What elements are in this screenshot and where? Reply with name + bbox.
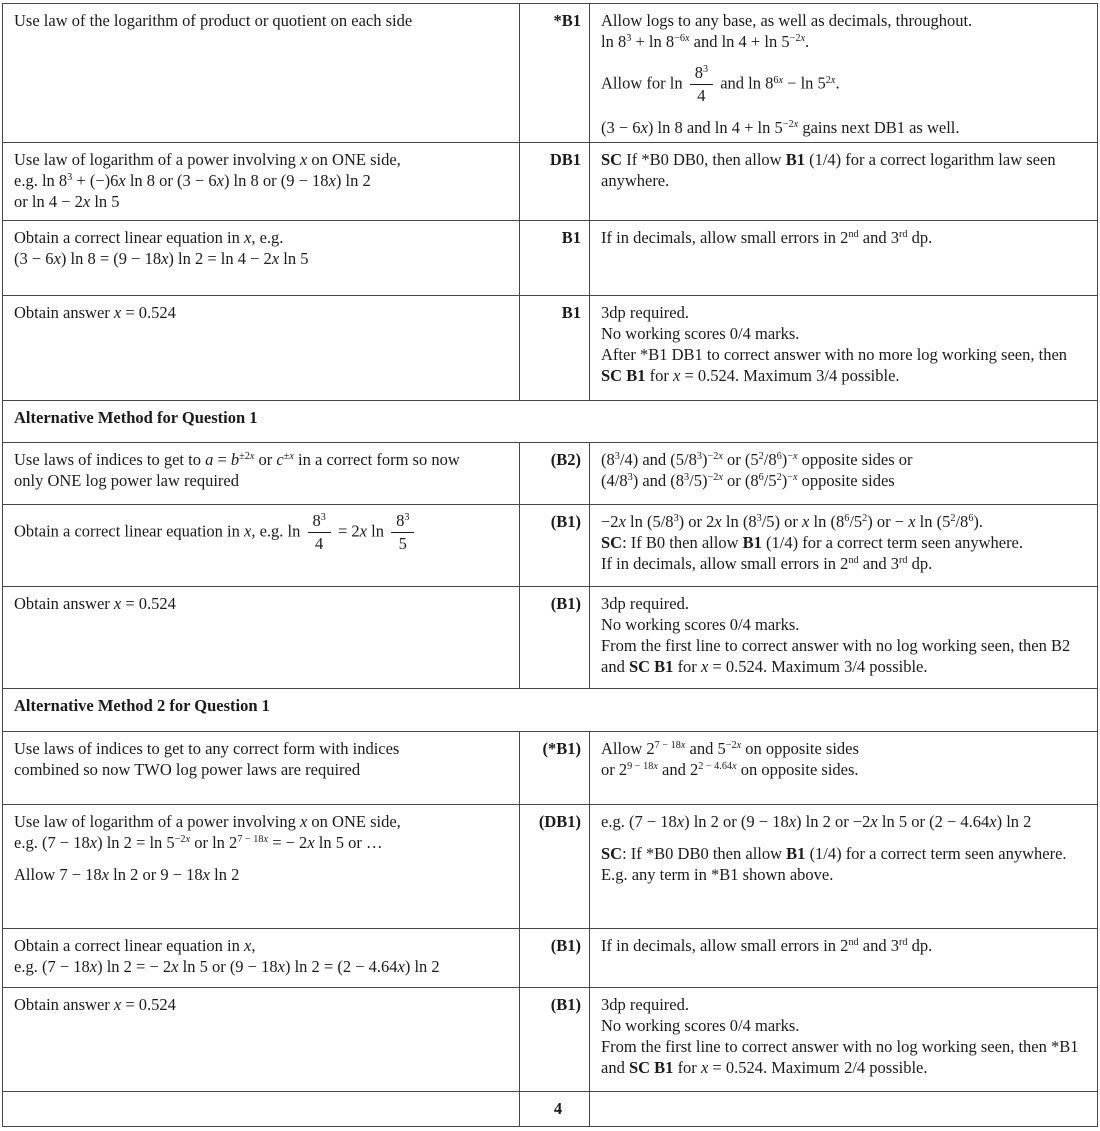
guidance-text: Allow for ln $\frac{8^3}{4}$ and $\ln 8^{6x} - \ln 5^{2x}$. (601, 63, 840, 105)
mark-scheme-row (3, 988, 1098, 1092)
method-cell (3, 296, 520, 401)
method-cell (3, 1092, 520, 1127)
total-marks-row (3, 1092, 1098, 1127)
method-text: Use law of logarithm of a power involving x on ONE side, e.g. (7 − 18x) $\ln 2 = \ln 5^{-2x}$ or $\ln 2^{7 - 18x}$ = − 2x ln 5 or … (14, 812, 401, 852)
mark-code-cell: DB1 (520, 143, 590, 221)
mark-scheme-row (3, 143, 1098, 221)
method-cell (3, 988, 520, 1092)
method-cell (3, 732, 520, 805)
method-cell (3, 587, 520, 689)
guidance-cell (590, 296, 1098, 401)
mark-code-cell: (B1) (520, 587, 590, 689)
guidance-text: 3dp required. No working scores 0/4 marks. From the first line to correct answer with no log working seen, then B2 and SC B1 for x = 0.524. Maximum 3/4 possible. (601, 594, 1071, 676)
mark-code-cell: (*B1) (520, 732, 590, 805)
fraction: $\frac{8^3}{4}$ (690, 63, 713, 106)
guidance-text: If in decimals, allow small errors in 2nd and 3rd dp. (601, 936, 933, 955)
mark-scheme-row (3, 929, 1098, 988)
section-header-row (3, 689, 1098, 732)
mark-scheme-body (3, 4, 1098, 1127)
method-text: Obtain a correct linear equation in x, e.g. ln $\frac{8^3}{4}$ = 2x ln $\frac{8^3}{5}$ (14, 511, 511, 554)
method-text: Obtain answer x = 0.524 (14, 995, 176, 1014)
guidance-cell (590, 805, 1098, 929)
mark-code-cell: B1 (520, 296, 590, 401)
method-cell (3, 929, 520, 988)
guidance-cell (590, 1092, 1098, 1127)
method-text: Use laws of indices to get to $a = b^{\pm 2x}$ or $c^{\pm x}$ in a correct form so now only ONE log power law required (14, 450, 460, 490)
guidance-text: Allow logs to any base, as well as decimals, throughout. $\ln 8^3 + \ln 8^{-6x}$ and $\ln 4 + \ln 5^{-2x}$. (601, 11, 973, 51)
method-text: Use laws of indices to get to any correct form with indices combined so now TWO log power laws are required (14, 739, 400, 779)
guidance-cell (590, 221, 1098, 296)
mark-code-cell: (B1) (520, 929, 590, 988)
guidance-text: e.g. (7 − 18x) ln 2 or (9 − 18x) ln 2 or −2x ln 5 or (2 − 4.64x) ln 2 (601, 812, 1032, 831)
total-marks-cell: 4 (520, 1092, 590, 1127)
guidance-text: (3 − 6x) ln 8 and $\ln 4 + \ln 5^{-2x}$ gains next DB1 as well. (601, 118, 960, 137)
guidance-text: If in decimals, allow small errors in 2nd and 3rd dp. (601, 228, 933, 247)
mark-scheme-row (3, 4, 1098, 143)
method-cell (3, 805, 520, 929)
method-cell (3, 221, 520, 296)
guidance-text: $(8^3/4)$ and $(5/8^3)^{-2x}$ or $(5^2/8^6)^{-x}$ opposite sides or $(4/8^3)$ and $(8^3/5)^{-2x}$ or $(8^6/5^2)^{-x}$ opposite sides (601, 450, 913, 490)
guidance-cell (590, 988, 1098, 1092)
method-text: Obtain a correct linear equation in x, e.g. (7 − 18x) ln 2 = − 2x ln 5 or (9 − 18x) ln 2 = (2 − 4.64x) ln 2 (14, 936, 440, 976)
method-cell (3, 443, 520, 505)
method-cell (3, 4, 520, 143)
mark-scheme-table (2, 3, 1098, 1127)
method-text: Obtain answer x = 0.524 (14, 594, 176, 613)
guidance-text: 3dp required. No working scores 0/4 marks. After *B1 DB1 to correct answer with no more log working seen, then SC B1 for x = 0.524. Maximum 3/4 possible. (601, 303, 1068, 385)
guidance-cell (590, 443, 1098, 505)
mark-scheme-row (3, 221, 1098, 296)
mark-scheme-row (3, 505, 1098, 587)
mark-code-cell: B1 (520, 221, 590, 296)
guidance-cell (590, 505, 1098, 587)
guidance-cell (590, 732, 1098, 805)
section-header-row (3, 401, 1098, 443)
guidance-text: −2x $\ln (5/8^3)$ or 2x $\ln (8^3/5)$ or x $\ln (8^6/5^2)$ or − x $\ln (5^2/8^6)$. SC: If B0 then allow B1 (1/4) for a correct term seen anywhere. If in decimals, allow small errors in 2nd and 3rd dp. (601, 512, 1024, 573)
fraction: $\frac{8^3}{4}$ (308, 511, 331, 554)
mark-code-cell: *B1 (520, 4, 590, 143)
section-header-cell: Alternative Method 2 for Question 1 (3, 689, 1098, 732)
method-cell (3, 143, 520, 221)
method-text: Obtain answer x = 0.524 (14, 303, 176, 322)
guidance-cell (590, 587, 1098, 689)
mark-scheme-row (3, 732, 1098, 805)
mark-code-cell: (B1) (520, 988, 590, 1092)
mark-scheme-row (3, 443, 1098, 505)
guidance-cell (590, 4, 1098, 143)
guidance-text: Allow $2^{7 - 18x}$ and $5^{-2x}$ on opposite sides or $2^{9 - 18x}$ and $2^{2 - 4.64x}$ on opposite sides. (601, 739, 859, 779)
method-text: Use law of the logarithm of product or quotient on each side (14, 11, 413, 30)
mark-scheme-row (3, 805, 1098, 929)
method-cell (3, 505, 520, 587)
mark-code-cell: (B1) (520, 505, 590, 587)
guidance-cell (590, 929, 1098, 988)
method-text: Allow 7 − 18x ln 2 or 9 − 18x ln 2 (14, 865, 240, 884)
guidance-text: SC: If *B0 DB0 then allow B1 (1/4) for a correct term seen anywhere. E.g. any term in *B1 shown above. (601, 844, 1067, 884)
guidance-cell (590, 143, 1098, 221)
mark-code-cell: (DB1) (520, 805, 590, 929)
mark-scheme-row (3, 587, 1098, 689)
method-text: Obtain a correct linear equation in x, e.g. (3 − 6x) ln 8 = (9 − 18x) ln 2 = ln 4 − 2x ln 5 (14, 228, 309, 268)
guidance-text: 3dp required. No working scores 0/4 marks. From the first line to correct answer with no log working seen, then *B1 and SC B1 for x = 0.524. Maximum 2/4 possible. (601, 995, 1079, 1077)
guidance-text: SC If *B0 DB0, then allow B1 (1/4) for a correct logarithm law seen anywhere. (601, 150, 1056, 190)
method-text: Use law of logarithm of a power involving x on ONE side, e.g. $\ln 8^3 + (-)6x$ ln 8 or (3 − 6x) ln 8 or (9 − 18x) ln 2 or ln 4 − 2x ln 5 (14, 150, 401, 211)
fraction: $\frac{8^3}{5}$ (391, 511, 414, 554)
mark-code-cell: (B2) (520, 443, 590, 505)
mark-scheme-row (3, 296, 1098, 401)
section-header-cell: Alternative Method for Question 1 (3, 401, 1098, 443)
